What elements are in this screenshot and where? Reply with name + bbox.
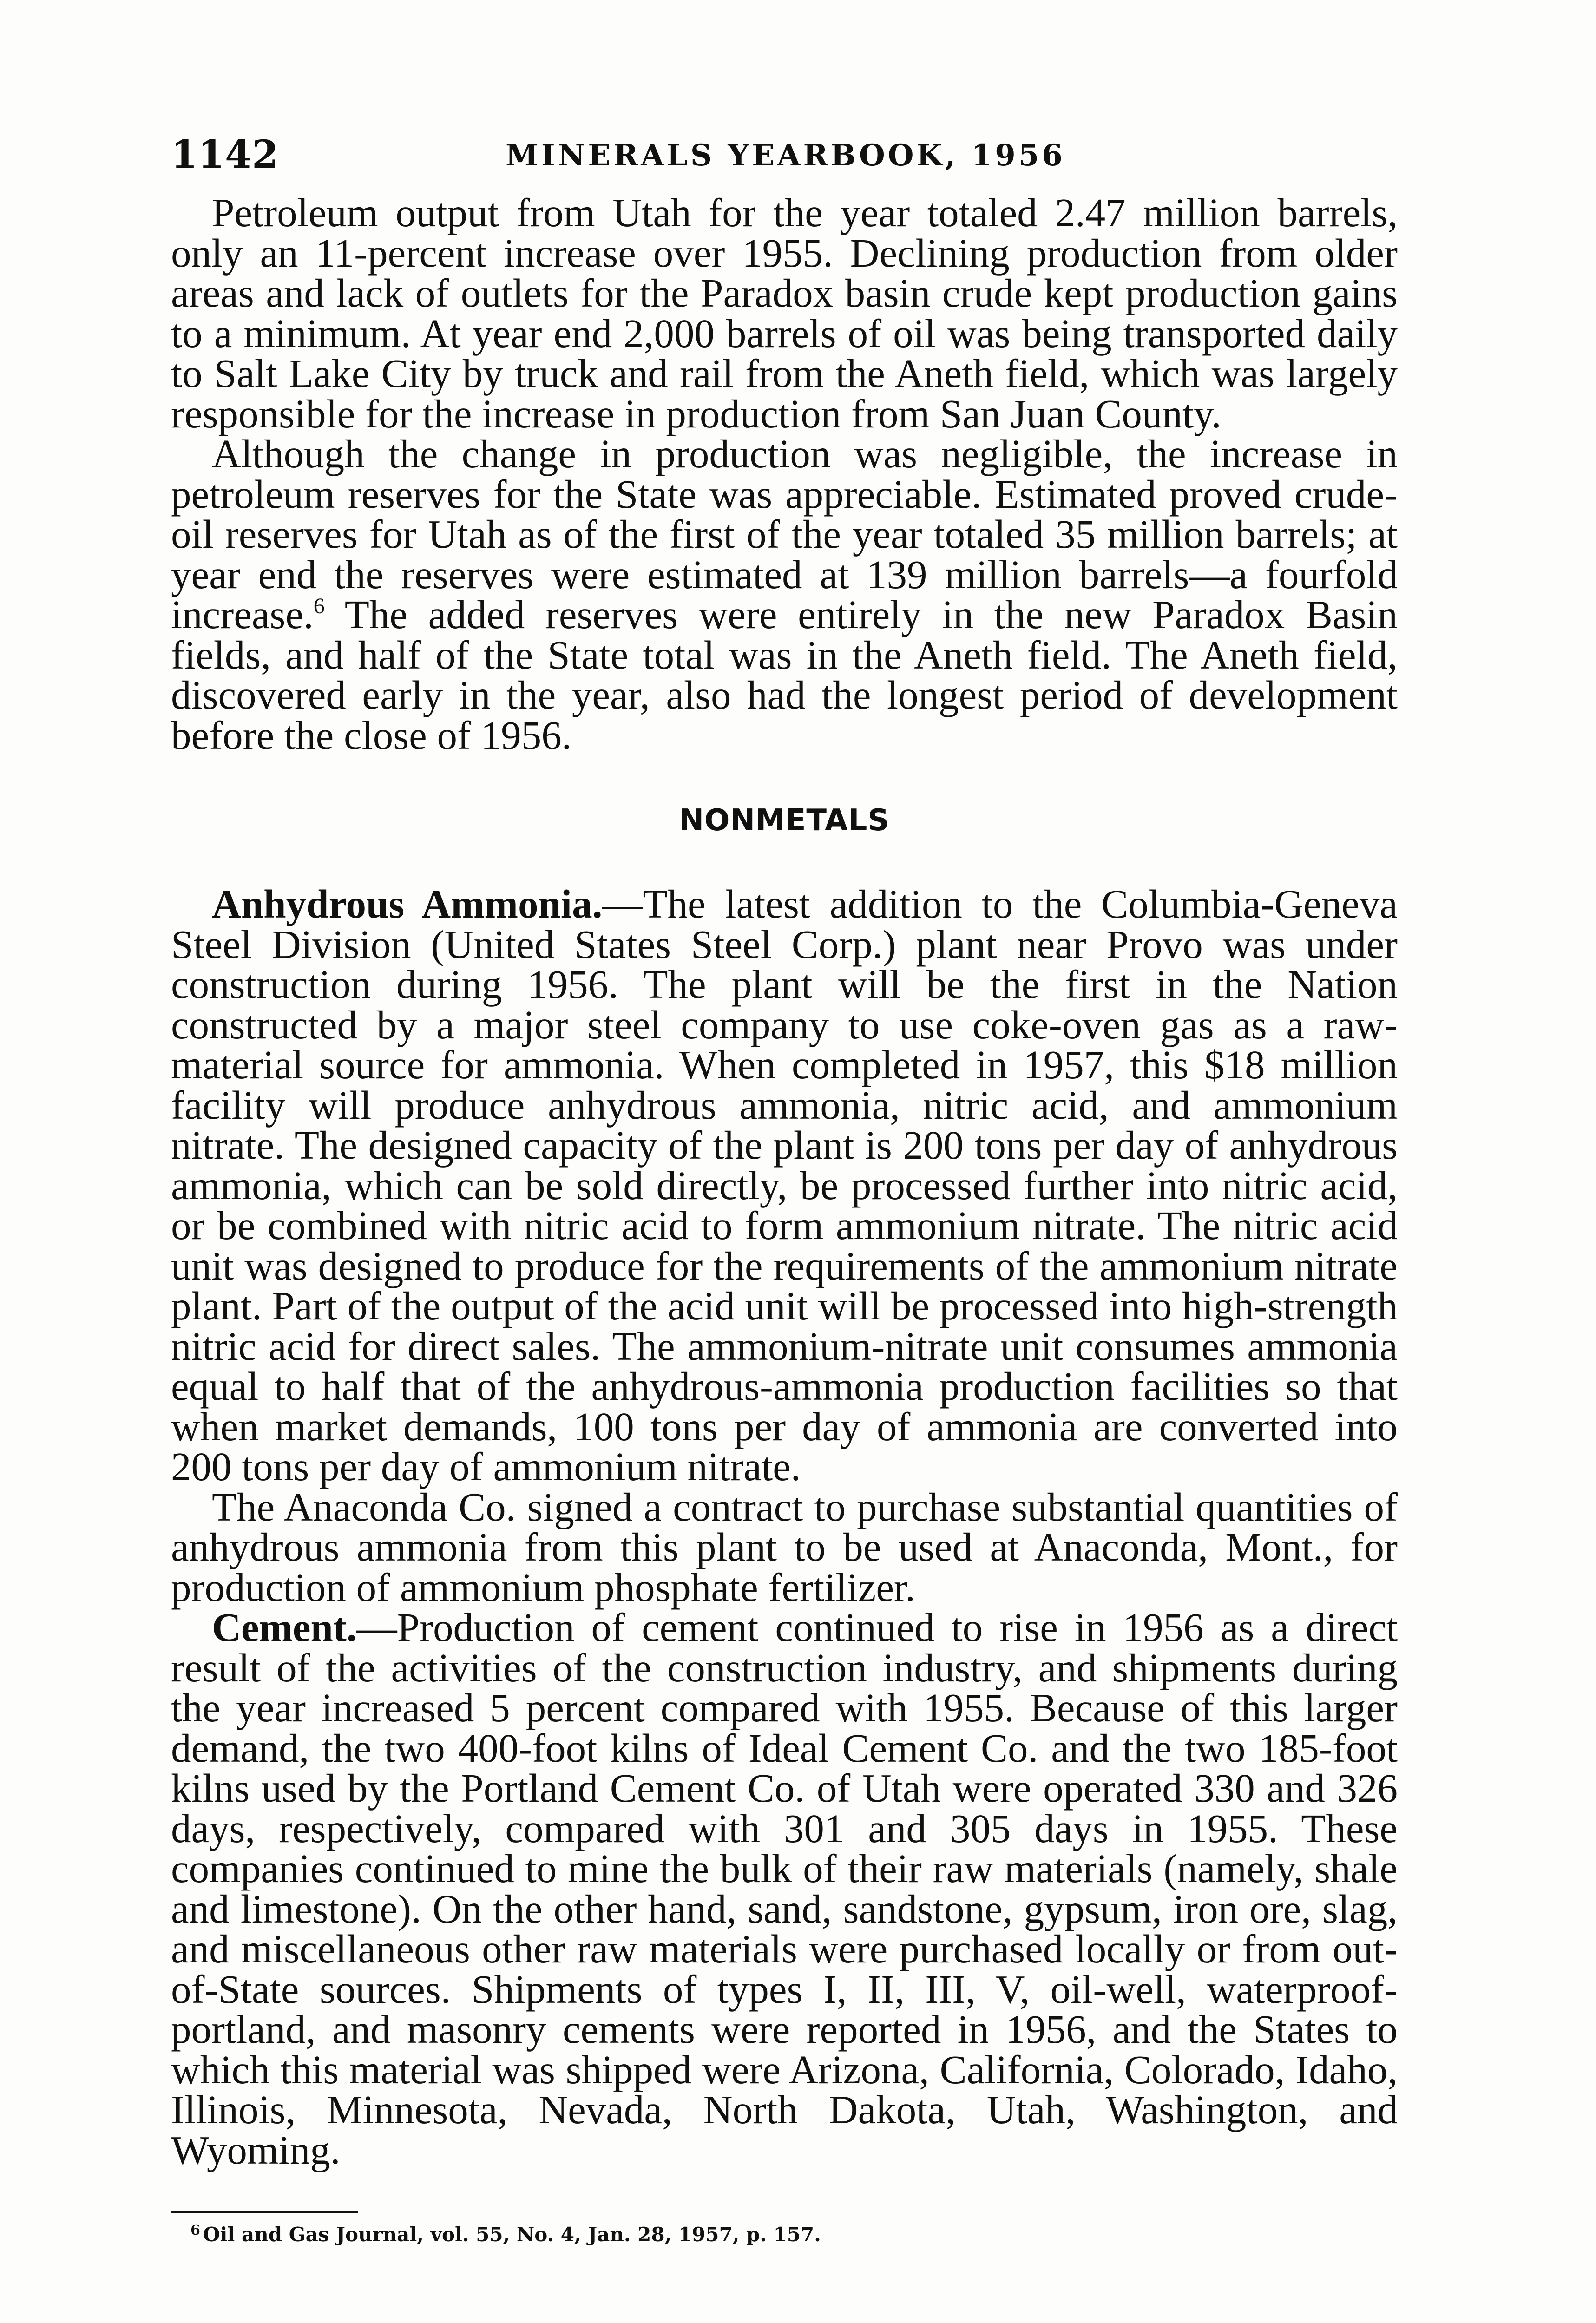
footnote-divider	[171, 2211, 358, 2213]
paragraph-text: —The latest addition to the Columbia-Geneva Steel Division (United States Steel Corp.) plant near Provo was under construction during 1956. The plant will be the first in the Nation constructed by a major steel company to use coke-oven gas as a raw-material source for ammonia. When completed in 1957, this $18 million facility will produce anhydrous ammonia, nitric acid, and ammonium nitrate. The designed capacity of the plant is 200 tons per day of anhydrous ammonia, which can be sold directly, be processed further into nitric acid, or be combined with nitric acid to form ammonium nitrate. The nitric acid unit was designed to produce for the requirements of the ammonium nitrate plant. Part of the output of the acid unit will be processed into high-strength nitric acid for direct sales. The ammonium-nitrate unit consumes ammonia equal to half that of the anhydrous-ammonia production facilities so that when market demands, 100 tons per day of ammonia are converted into 200 tons per day of ammonium nitrate.	[171, 881, 1398, 1489]
page-number: 1142	[171, 132, 279, 177]
page-header	[171, 132, 1402, 188]
section-heading-nonmetals: NONMETALS	[679, 803, 890, 838]
paragraph-anaconda-contract: The Anaconda Co. signed a contract to purchase substantial quantities of anhydrous ammonia from this plant to be used at Anaconda, Mont., for production of ammonium phosphate fertilizer.	[171, 1484, 1398, 1610]
paragraph-cement	[171, 1605, 1398, 2172]
paragraph-petroleum-reserves	[171, 431, 1398, 758]
paragraph-anhydrous-ammonia	[171, 881, 1398, 1489]
paragraph-text: Although the change in production was negligible, the increase in petroleum reserves for the State was appreciable. Estimated proved crude-oil reserves for Utah as of the first of the year totaled 35 million barrels; at year end the reserves were estimated at 139 million barrels—a fourfold increase.	[171, 431, 1398, 637]
footnote-text: Oil and Gas Journal, vol. 55, No. 4, Jan. 28, 1957, p. 157.	[203, 2223, 821, 2246]
paragraph-text: —Production of cement continued to rise in 1956 as a direct result of the activities of the construction industry, and shipments during the year increased 5 percent compared with 1955. Because of this larger demand, the two 400-foot kilns of Ideal Cement Co. and the two 185-foot kilns used by the Portland Cement Co. of Utah were operated 330 and 326 days, respectively, compared with 301 and 305 days in 1955. These companies continued to mine the bulk of their raw materials (namely, shale and limestone). On the other hand, sand, sandstone, gypsum, iron ore, slag, and miscellaneous other raw materials were purchased locally or from out-of-State sources. Shipments of types I, II, III, V, oil-well, waterproof-portland, and masonry cements were reported in 1956, and the States to which this material was shipped were Arizona, California, Colorado, Idaho, Illinois, Minnesota, Nevada, North Dakota, Utah, Washington, and Wyoming.	[171, 1605, 1398, 2172]
paragraph-text: The added reserves were entirely in the new Paradox Basin fields, and half of the State total was in the Aneth field. The Aneth field, discovered early in the year, also had the longest period of development before the close of 1956.	[171, 592, 1398, 758]
run-in-heading-anhydrous-ammonia: Anhydrous Ammonia.	[212, 881, 603, 926]
footnote-marker: 6	[190, 2222, 200, 2238]
running-title: MINERALS YEARBOOK, 1956	[506, 138, 1065, 173]
footnote-reference[interactable]: 6	[313, 594, 325, 618]
paragraph-petroleum-output: Petroleum output from Utah for the year totaled 2.47 million barrels, only an 11-percent increase over 1955. Declining production from older areas and lack of outlets for the Paradox basin crude kept production gains to a minimum. At year end 2,000 barrels of oil was being transported daily to Salt Lake City by truck and rail from the Aneth field, which was largely responsible for the increase in production from San Juan County.	[171, 190, 1398, 436]
run-in-heading-cement: Cement.	[212, 1605, 357, 1650]
footnote	[190, 2221, 821, 2249]
body-text	[171, 190, 1398, 2172]
